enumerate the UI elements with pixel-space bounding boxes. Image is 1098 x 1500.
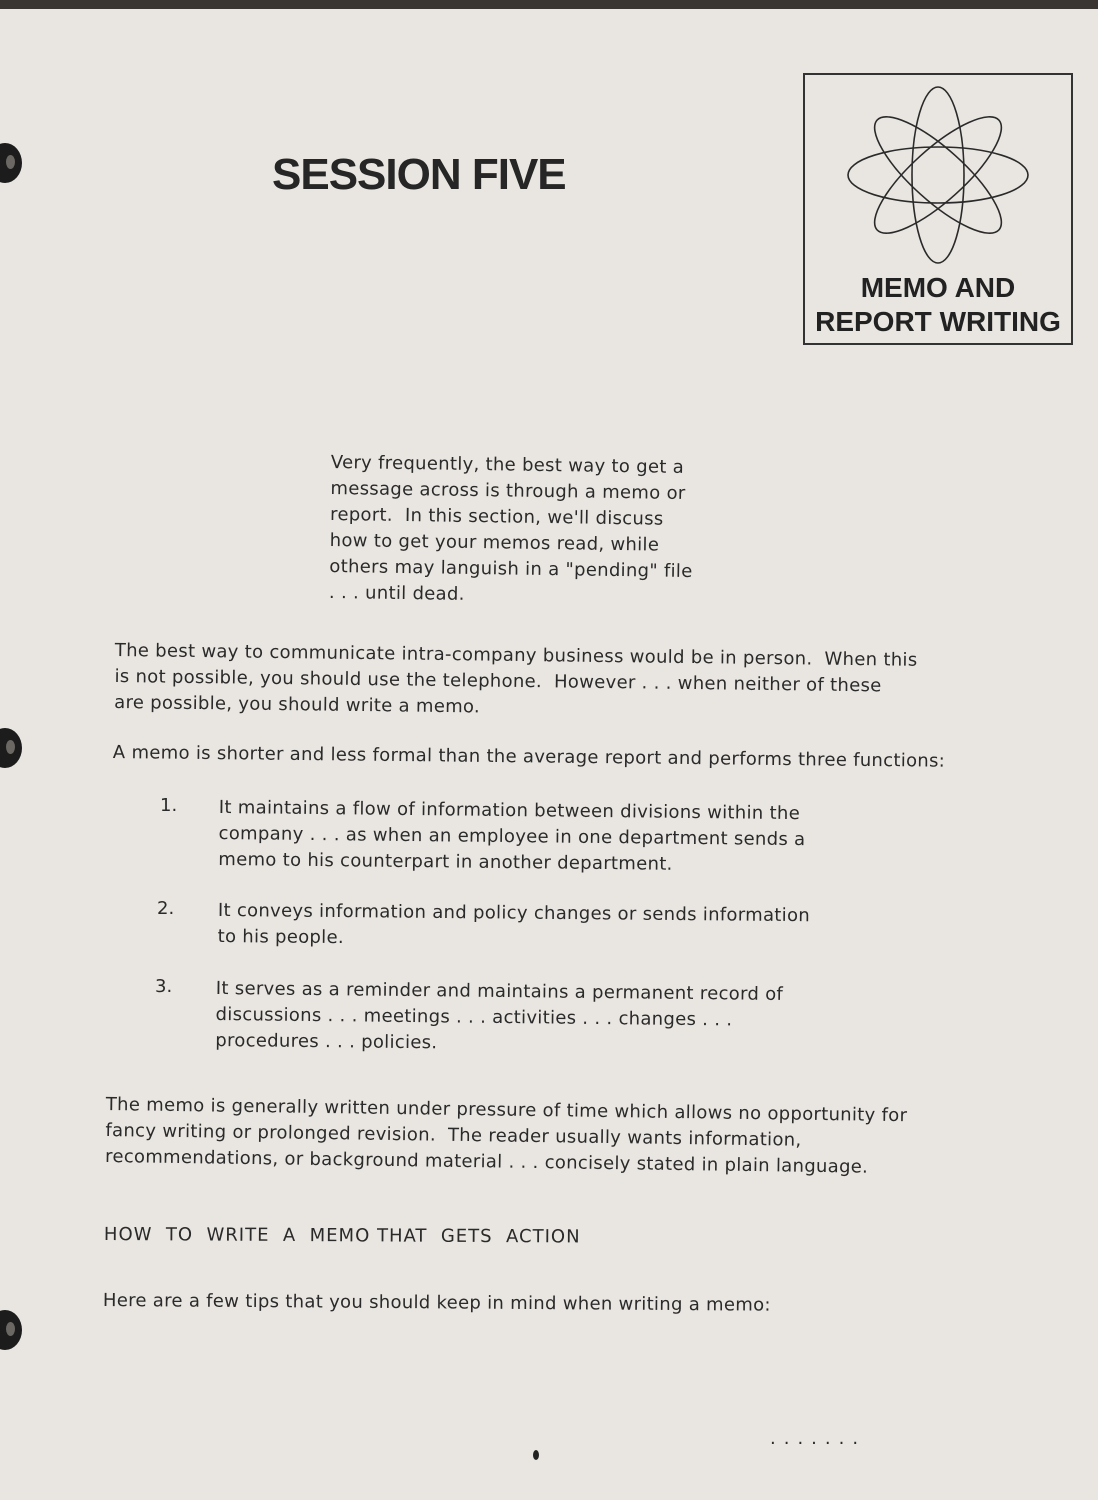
list-item-text: It serves as a reminder and maintains a permanent record of discussions . . . meetings . . . activities . . . changes . . . procedures . . . policies.	[215, 977, 784, 1054]
paragraph-communication: The best way to communicate intra-company business would be in person. When this is not possible, you should use the telephone. However . . . when neither of these are possible, you should write a memo.	[114, 639, 918, 718]
list-item-number: 1.	[160, 795, 178, 816]
list-item-text: It conveys information and policy changes or sends information to his people.	[217, 899, 811, 949]
trailing-dots: .......	[770, 1428, 867, 1449]
section-emblem	[803, 73, 1073, 345]
section-subheading: HOW TO WRITE A MEMO THAT GETS ACTION	[103, 1224, 581, 1248]
intro-paragraph: Very frequently, the best way to get a message across is through a memo or report. In this section, we'll discuss how to get your memos read, while others may languish in a "pending" file . . . until dead.	[328, 451, 693, 605]
atom-icon	[845, 81, 1031, 269]
paragraph-memo-pressure: The memo is generally written under pressure of time which allows no opportunity for fancy writing or prolonged revision. The reader usually wants information, recommendations, or background material . . . concisely stated in plain language.	[104, 1093, 908, 1178]
binder-hole-top	[0, 143, 22, 183]
emblem-line-1: MEMO AND	[860, 272, 1016, 303]
emblem-line-2: REPORT WRITING	[815, 306, 1061, 337]
binder-hole-middle	[0, 728, 22, 768]
paragraph-memo-functions: A memo is shorter and less formal than the average report and performs three functions:	[112, 741, 946, 772]
list-item-number: 2.	[157, 898, 175, 919]
paragraph-tips-intro: Here are a few tips that you should keep in mind when writing a memo:	[102, 1290, 771, 1316]
page-mark	[533, 1450, 539, 1460]
list-item-text: It maintains a flow of information between divisions within the company . . . as when an employee in one department sends a memo to his counterpart in another department.	[218, 796, 806, 875]
list-item-number: 3.	[155, 976, 173, 997]
binder-edge	[0, 0, 1098, 9]
page-title: SESSION FIVE	[272, 150, 566, 199]
binder-hole-bottom	[0, 1310, 22, 1350]
